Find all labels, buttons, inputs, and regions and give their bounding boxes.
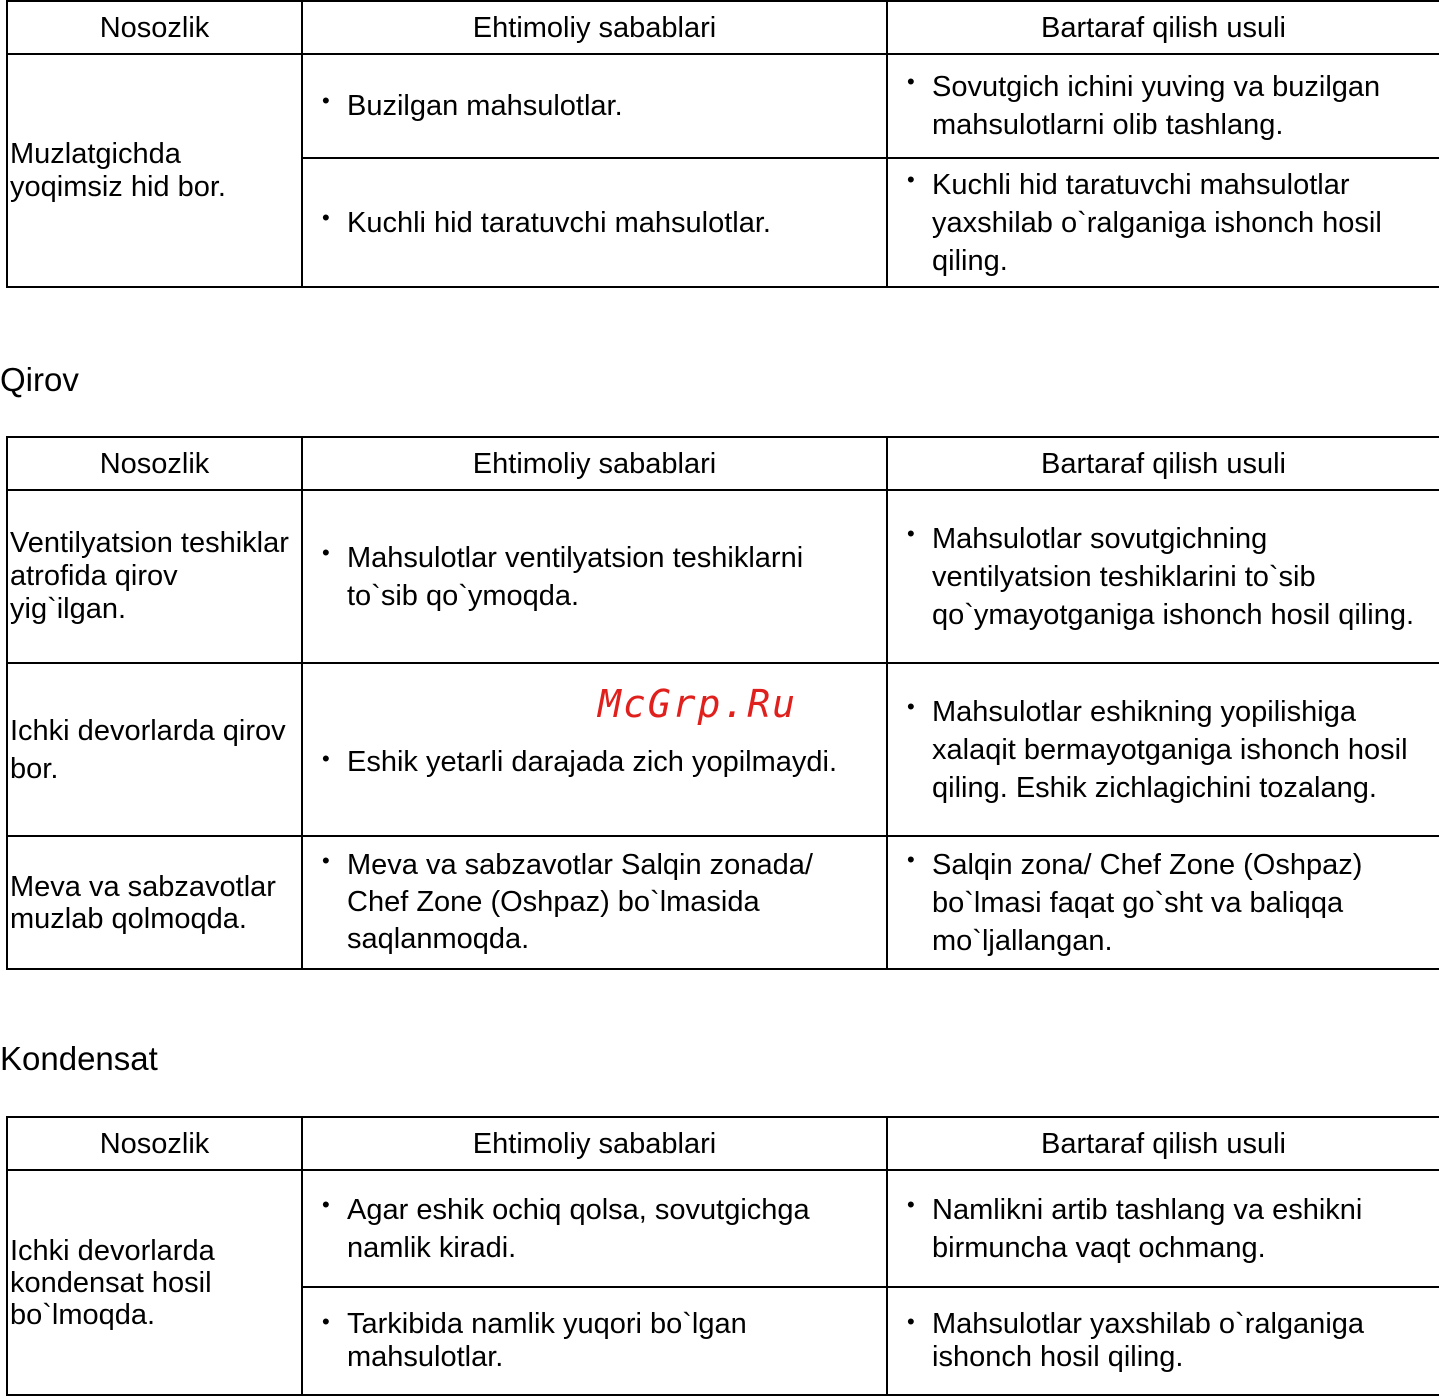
cause-cell: • Kuchli hid taratuvchi mahsulotlar. — [302, 158, 887, 287]
odor-table — [6, 0, 1439, 288]
bullet-icon: • — [322, 539, 330, 565]
header-fault: Nosozlik — [7, 437, 302, 490]
watermark: McGrp.Ru — [598, 682, 798, 726]
bullet-icon: • — [907, 846, 915, 872]
header-causes: Ehtimoliy sabablari — [302, 1, 887, 54]
condensation-table — [6, 1116, 1439, 1396]
header-causes: Ehtimoliy sabablari — [302, 1117, 887, 1170]
fault-cell: Muzlatgichda yoqimsiz hid bor. — [7, 54, 302, 287]
cause-cell: • Buzilgan mahsulotlar. — [302, 54, 887, 158]
bullet-icon: • — [907, 1191, 915, 1217]
bullet-icon: • — [322, 745, 330, 771]
remedy-cell: • Namlikni artib tashlang va eshikni birmuncha vaqt ochmang. — [887, 1170, 1439, 1287]
bullet-icon: • — [322, 848, 330, 873]
cause-cell: • Meva va sabzavotlar Salqin zonada/ Chef Zone (Oshpaz) bo`lmasida saqlanmoqda. — [302, 836, 887, 969]
cause-cell: • Mahsulotlar ventilyatsion teshiklarni to`sib qo`ymoqda. — [302, 490, 887, 663]
table-row — [7, 1170, 1439, 1287]
remedy-cell: • Kuchli hid taratuvchi mahsulotlar yaxshilab o`ralganiga ishonch hosil qiling. — [887, 158, 1439, 287]
fault-cell: Ventilyatsion teshiklar atrofida qirov yig`ilgan. — [7, 490, 302, 663]
cause-cell: • Eshik yetarli darajada zich yopilmaydi. — [302, 663, 887, 836]
bullet-icon: • — [322, 1191, 330, 1217]
header-remedy: Bartaraf qilish usuli — [887, 1117, 1439, 1170]
remedy-cell: • Mahsulotlar yaxshilab o`ralganiga ishonch hosil qiling. — [887, 1287, 1439, 1395]
header-remedy: Bartaraf qilish usuli — [887, 1, 1439, 54]
section-title-frost: Qirov — [0, 361, 79, 398]
fault-cell: Ichki devorlarda kondensat hosil bo`lmoqda. — [7, 1170, 302, 1395]
table-header-row — [7, 1, 1439, 54]
cause-cell: • Tarkibida namlik yuqori bo`lgan mahsulotlar. — [302, 1287, 887, 1395]
fault-cell: Meva va sabzavotlar muzlab qolmoqda. — [7, 836, 302, 969]
table-row — [7, 836, 1439, 969]
remedy-cell: • Mahsulotlar sovutgichning ventilyatsion teshiklarini to`sib qo`ymayotganiga ishonch hosil qiling. — [887, 490, 1439, 663]
table-header-row — [7, 1117, 1439, 1170]
table-row — [7, 54, 1439, 158]
bullet-icon: • — [322, 1309, 330, 1334]
bullet-icon: • — [907, 69, 915, 94]
bullet-icon: • — [907, 166, 915, 192]
remedy-cell: • Mahsulotlar eshikning yopilishiga xalaqit bermayotganiga ishonch hosil qiling. Eshik zichlagichini tozalang. — [887, 663, 1439, 836]
bullet-icon: • — [322, 204, 330, 230]
section-title-condensation: Kondensat — [0, 1040, 158, 1077]
header-fault: Nosozlik — [7, 1117, 302, 1170]
bullet-icon: • — [907, 1309, 915, 1334]
bullet-icon: • — [907, 520, 915, 546]
bullet-icon: • — [907, 693, 915, 719]
remedy-cell: • Sovutgich ichini yuving va buzilgan mahsulotlarni olib tashlang. — [887, 54, 1439, 158]
table-header-row — [7, 437, 1439, 490]
header-remedy: Bartaraf qilish usuli — [887, 437, 1439, 490]
fault-cell: Ichki devorlarda qirov bor. — [7, 663, 302, 836]
cause-cell: • Agar eshik ochiq qolsa, sovutgichga namlik kiradi. — [302, 1170, 887, 1287]
table-row — [7, 490, 1439, 663]
remedy-cell: • Salqin zona/ Chef Zone (Oshpaz) bo`lmasi faqat go`sht va baliqqa mo`ljallangan. — [887, 836, 1439, 969]
bullet-icon: • — [322, 88, 330, 113]
header-fault: Nosozlik — [7, 1, 302, 54]
header-causes: Ehtimoliy sabablari — [302, 437, 887, 490]
